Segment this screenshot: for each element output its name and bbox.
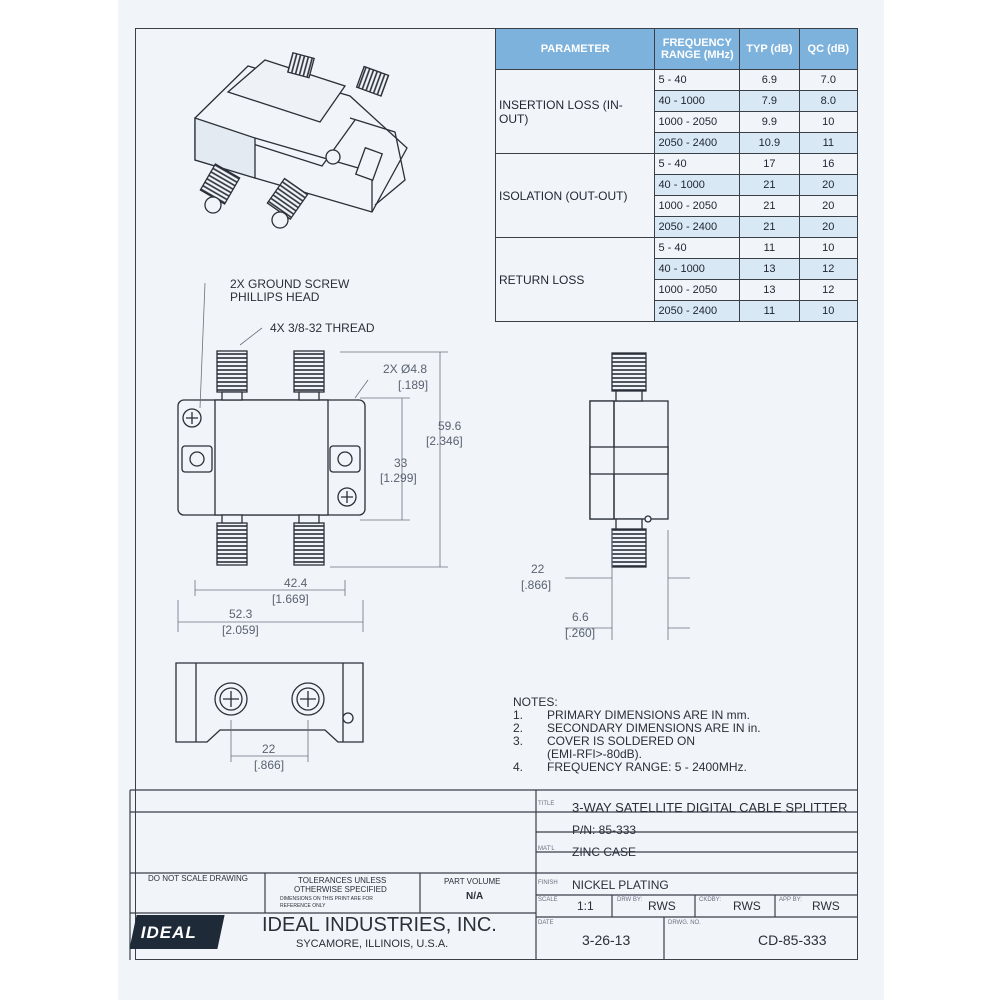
spec-cell-range: 2050 - 2400 — [655, 301, 740, 322]
note-text: PRIMARY DIMENSIONS ARE IN mm. — [547, 708, 750, 722]
hole-dim-mm: 2X Ø4.8 — [383, 362, 428, 376]
header-qc: QC (dB) — [799, 29, 857, 70]
tolerance-line-2: OTHERWISE SPECIFIED — [294, 885, 387, 894]
note-text: SECONDARY DIMENSIONS ARE IN in. — [547, 721, 761, 735]
scale-value: 1:1 — [577, 899, 594, 913]
spec-parameter-name: RETURN LOSS — [496, 238, 655, 322]
company-location: SYCAMORE, ILLINOIS, U.S.A. — [296, 938, 449, 950]
part-volume-value: N/A — [466, 891, 484, 902]
spec-cell-typ: 11 — [740, 301, 799, 322]
inner-dim-in: [1.299] — [380, 471, 417, 485]
part-number: P/N: 85-333 — [572, 823, 637, 837]
side-view — [590, 353, 668, 567]
notes-heading: NOTES: — [513, 695, 558, 709]
front-view — [178, 351, 365, 565]
side-dim-in: [.866] — [521, 578, 552, 592]
spec-cell-range: 2050 - 2400 — [655, 217, 740, 238]
header-parameter: PARAMETER — [496, 29, 655, 70]
body-width-dim-in: [1.669] — [272, 592, 309, 606]
spec-cell-qc: 20 — [799, 217, 857, 238]
spec-cell-qc: 10 — [799, 112, 857, 133]
height-dim-mm: 59.6 — [438, 419, 462, 433]
do-not-scale-note: DO NOT SCALE DRAWING — [148, 874, 249, 883]
total-width-dim-in: [2.059] — [222, 623, 259, 637]
tolerance-line-4: REFERENCE ONLY — [280, 903, 326, 909]
spec-cell-typ: 10.9 — [740, 133, 799, 154]
spec-parameter-name: INSERTION LOSS (IN-OUT) — [496, 70, 655, 154]
material-value: ZINC CASE — [572, 845, 637, 859]
finish-label: FINISH — [538, 880, 558, 886]
checked-by-label: CKDBY: — [699, 897, 722, 903]
spec-cell-qc: 11 — [799, 133, 857, 154]
note-text: COVER IS SOLDERED ON — [547, 734, 696, 748]
spec-cell-typ: 21 — [740, 217, 799, 238]
spec-cell-range: 5 - 40 — [655, 154, 740, 175]
spec-cell-range: 40 - 1000 — [655, 91, 740, 112]
spec-cell-qc: 7.0 — [799, 70, 857, 91]
spec-cell-range: 40 - 1000 — [655, 259, 740, 280]
header-range-line1: FREQUENCY — [662, 37, 732, 49]
title-label: TITLE — [538, 801, 555, 807]
spec-cell-typ: 13 — [740, 280, 799, 301]
drawing-number-value: CD-85-333 — [758, 932, 827, 948]
spec-cell-typ: 11 — [740, 238, 799, 259]
spec-cell-qc: 12 — [799, 280, 857, 301]
drawn-by-label: DRW BY: — [617, 897, 643, 903]
spec-cell-qc: 20 — [799, 175, 857, 196]
finish-value: NICKEL PLATING — [572, 878, 669, 892]
isometric-view — [195, 53, 407, 228]
spec-cell-range: 1000 - 2050 — [655, 280, 740, 301]
side-dim-mm: 22 — [531, 562, 545, 576]
spec-cell-typ: 6.9 — [740, 70, 799, 91]
approved-by-label: APP BY: — [779, 897, 802, 903]
note-number: 2. — [513, 721, 524, 735]
body-width-dim-mm: 42.4 — [284, 576, 308, 590]
tolerance-line-1: TOLERANCES UNLESS — [298, 876, 387, 885]
hole-dim-in: [.189] — [398, 378, 429, 392]
note-number: 4. — [513, 760, 524, 774]
spec-cell-qc: 20 — [799, 196, 857, 217]
spec-cell-range: 1000 - 2050 — [655, 112, 740, 133]
spec-cell-qc: 16 — [799, 154, 857, 175]
header-typ: TYP (dB) — [740, 29, 799, 70]
spec-cell-qc: 8.0 — [799, 91, 857, 112]
drawn-by-value: RWS — [648, 899, 676, 913]
notes-block — [513, 696, 761, 774]
spec-cell-range: 5 - 40 — [655, 238, 740, 259]
header-range-line2: RANGE (MHz) — [660, 49, 734, 61]
ground-screw-label-2: PHILLIPS HEAD — [230, 290, 320, 304]
spec-cell-qc: 10 — [799, 301, 857, 322]
spec-parameter-name: ISOLATION (OUT-OUT) — [496, 154, 655, 238]
spec-cell-qc: 10 — [799, 238, 857, 259]
spec-cell-typ: 21 — [740, 175, 799, 196]
thread-label: 4X 3/8-32 THREAD — [270, 321, 375, 335]
spec-cell-qc: 12 — [799, 259, 857, 280]
ideal-logo — [129, 915, 224, 949]
bottom-dim-mm: 22 — [262, 742, 276, 756]
tolerance-line-3: DIMENSIONS ON THIS PRINT ARE FOR — [280, 896, 373, 902]
thickness-dim-in: [.260] — [565, 626, 596, 640]
spec-cell-typ: 9.9 — [740, 112, 799, 133]
spec-cell-typ: 7.9 — [740, 91, 799, 112]
note-text: (EMI-RFI>-80dB). — [547, 747, 643, 761]
material-label: MAT'L — [538, 846, 555, 852]
note-number: 3. — [513, 734, 524, 748]
note-text: FREQUENCY RANGE: 5 - 2400MHz. — [547, 760, 747, 774]
part-volume-label: PART VOLUME — [444, 877, 501, 886]
spec-cell-typ: 13 — [740, 259, 799, 280]
spec-cell-range: 2050 - 2400 — [655, 133, 740, 154]
bottom-view — [176, 663, 363, 742]
date-value: 3-26-13 — [582, 932, 631, 948]
total-width-dim-mm: 52.3 — [229, 607, 253, 621]
note-item — [513, 761, 761, 774]
date-label: DATE — [538, 920, 554, 926]
thickness-dim-mm: 6.6 — [572, 610, 589, 624]
inner-dim-mm: 33 — [394, 456, 408, 470]
spec-cell-typ: 17 — [740, 154, 799, 175]
drawing-number-label: DRWG. NO. — [668, 920, 701, 926]
spec-cell-range: 40 - 1000 — [655, 175, 740, 196]
spec-cell-typ: 21 — [740, 196, 799, 217]
note-number: 1. — [513, 708, 524, 722]
spec-cell-range: 5 - 40 — [655, 70, 740, 91]
spec-cell-range: 1000 - 2050 — [655, 196, 740, 217]
drawing-title: 3-WAY SATELLITE DIGITAL CABLE SPLITTER — [572, 800, 848, 815]
checked-by-value: RWS — [733, 899, 761, 913]
scale-label: SCALE — [538, 897, 558, 903]
ideal-logo-text: IDEAL — [140, 923, 197, 942]
approved-by-value: RWS — [812, 899, 840, 913]
ground-screw-label-1: 2X GROUND SCREW — [230, 277, 350, 291]
height-dim-in: [2.346] — [426, 434, 463, 448]
bottom-dim-in: [.866] — [254, 758, 285, 772]
company-name: IDEAL INDUSTRIES, INC. — [262, 914, 497, 936]
